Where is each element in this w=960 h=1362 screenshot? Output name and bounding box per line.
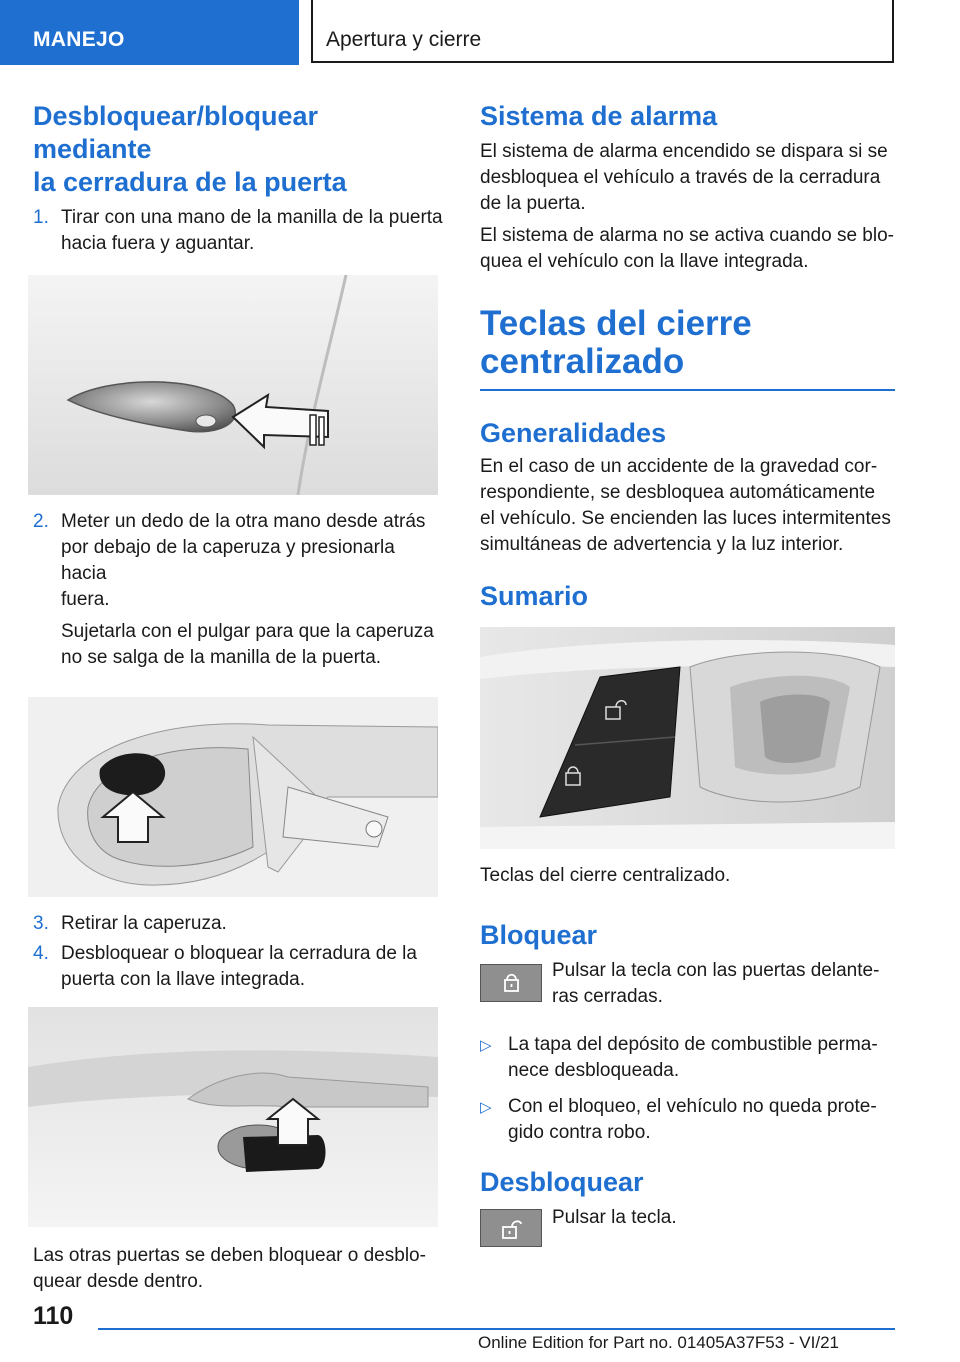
left-column (33, 100, 443, 1295)
door-key-image (28, 1007, 438, 1227)
unlock-instruction (480, 1205, 895, 1253)
header-section-tab (0, 0, 299, 65)
lock-text: Pulsar la tecla con las puertas delante- ras cerradas. (552, 960, 880, 1007)
door-handle-image-1 (28, 275, 438, 495)
bullet-triangle-icon: ▷ (480, 1099, 492, 1116)
lock-instruction (480, 958, 895, 1018)
central-locking-buttons-image (480, 627, 895, 849)
step-number: 2. (33, 511, 49, 532)
chapter-title-central-locking: Teclas del cierre centralizado (480, 304, 752, 381)
bullet-triangle-icon: ▷ (480, 1037, 492, 1054)
step-number: 4. (33, 943, 49, 964)
header-chapter-box (311, 0, 894, 63)
section-title-unlock: Desbloquear (480, 1167, 644, 1197)
header-section-label: MANEJO (33, 28, 125, 51)
step-4: 4. Desbloquear o bloquear la cerradura de la puerta con la llave integrada. (33, 943, 417, 990)
alarm-paragraph-1: El sistema de alarma encendido se dispara si se desbloquea el vehículo a través de la cerradura de la puerta. (480, 141, 888, 214)
unlock-text: Pulsar la tecla. (552, 1207, 677, 1228)
section-title-door-lock: Desbloquear/bloquear mediante la cerradura de la puerta (33, 101, 347, 197)
section-title-alarm: Sistema de alarma (480, 101, 718, 131)
footer-edition: Online Edition for Part no. 01405A37F53 - VI/21 (478, 1333, 840, 1352)
summary-caption: Teclas del cierre centralizado. (480, 865, 731, 886)
chapter-title-rule (480, 389, 895, 391)
lock-button-icon (480, 964, 542, 1002)
step-number: 3. (33, 913, 49, 934)
lock-bullet-2: ▷ Con el bloqueo, el vehículo no queda prote- gido contra robo. (480, 1096, 877, 1143)
note-other-doors: Las otras puertas se deben bloquear o desblo- quear desde dentro. (33, 1245, 426, 1292)
page-number: 110 (33, 1302, 74, 1330)
step-number: 1. (33, 207, 49, 228)
section-title-summary: Sumario (480, 581, 589, 611)
step-1: 1. Tirar con una mano de la manilla de la puerta hacia fuera y aguantar. (33, 207, 443, 254)
section-title-general: Generalidades (480, 418, 667, 448)
right-column (480, 100, 895, 1253)
step-2: 2. Meter un dedo de la otra mano desde atrás por debajo de la caperuza y presionarla hacia fuera. Sujetarla con el pulgar para que la caperuza no se salga de la manilla de la puerta. (33, 509, 443, 671)
alarm-paragraph-2: El sistema de alarma no se activa cuando se blo- quea el vehículo con la llave integrada. (480, 225, 894, 272)
lock-bullet-1: ▷ La tapa del depósito de combustible perma- nece desbloqueada. (480, 1034, 878, 1081)
step-2-sub: Sujetarla con el pulgar para que la caperuza no se salga de la manilla de la puerta. (61, 621, 434, 668)
header-chapter-label: Apertura y cierre (326, 28, 482, 51)
unlock-button-icon (480, 1209, 542, 1247)
step-3: 3. Retirar la caperuza. (33, 911, 443, 937)
door-handle-cap-image (28, 697, 438, 897)
section-title-lock: Bloquear (480, 920, 598, 950)
general-paragraph: En el caso de un accidente de la gravedad cor- respondiente, se desbloquea automáticamente el vehículo. Se encienden las luces intermitentes simultáneas de advertencia y la luz interior. (480, 456, 891, 555)
footer-rule (98, 1328, 895, 1330)
